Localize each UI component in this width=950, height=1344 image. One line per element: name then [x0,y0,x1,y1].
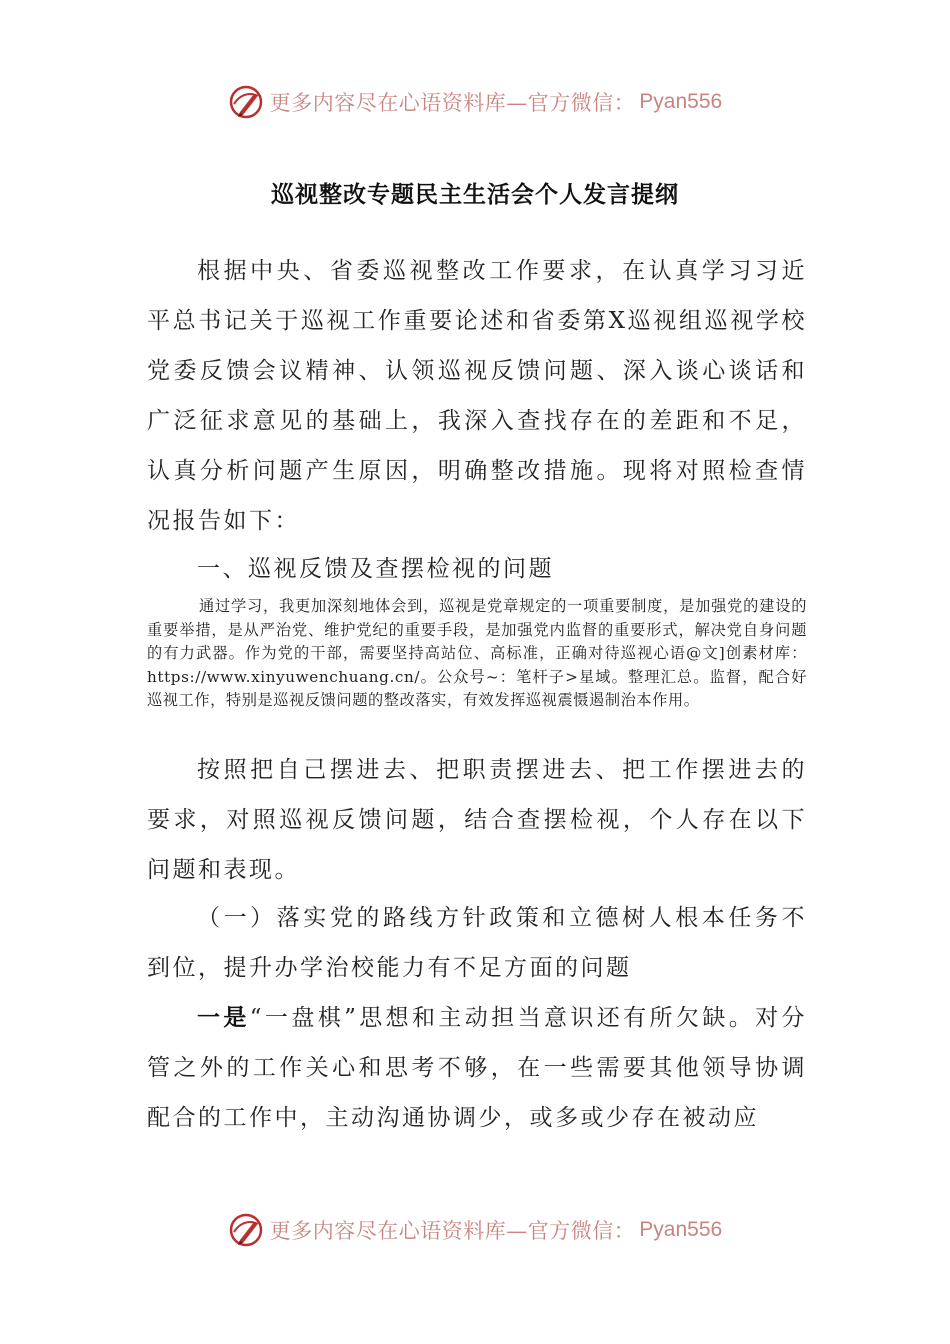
wechat-id: Pyan556 [639,90,723,113]
document-title: 巡视整改专题民主生活会个人发言提纲 [271,181,679,208]
wechat-id: Pyan556 [639,1218,723,1241]
header-banner [0,80,950,124]
footer-banner [0,1208,950,1252]
pen-logo-icon [228,1212,264,1248]
banner-text: 更多内容尽在心语资料库—官方微信： [269,1219,636,1243]
pen-logo-icon [228,84,264,120]
point-one-paragraph [147,993,807,1143]
subsection-heading: （一）落实党的路线方针政策和立德树人根本任务不到位，提升办学治校能力有不足方面的问题 [147,905,807,981]
banner-text: 更多内容尽在心语资料库—官方微信： [269,91,636,115]
point-one-lead: 一是 [197,1004,250,1031]
point-one-text: “一盘棋”思想和主动担当意识还有所欠缺。对分管之外的工作关心和思考不够，在一些需要其他领导协调配合的工作中，主动沟通协调少，或多或少存在被动应 [147,1005,807,1131]
inserted-note: 通过学习，我更加深刻地体会到，巡视是党章规定的一项重要制度，是加强党的建设的重要举措，是从严治党、维护党纪的重要手段，是加强党内监督的重要形式，解决党自身问题的有力武器。作为党的干部，需要坚持高站位、高标准，正确对待巡视心语@文]创素材库：https://www.xinyuwenchuang.cn/。公众号~：笔杆子>星域。整理汇总。监督，配合好巡视工作，特别是巡视反馈问题的整改落实，有效发挥巡视震慑遏制治本作用。 [147,597,807,709]
requirement-paragraph: 按照把自己摆进去、把职责摆进去、把工作摆进去的要求，对照巡视反馈问题，结合查摆检视，个人存在以下问题和表现。 [147,757,807,883]
section-heading: 一、巡视反馈及查摆检视的问题 [197,556,554,582]
intro-paragraph: 根据中央、省委巡视整改工作要求，在认真学习习近平总书记关于巡视工作重要论述和省委第X巡视组巡视学校党委反馈会议精神、认领巡视反馈问题、深入谈心谈话和广泛征求意见的基础上，我深入查找存在的差距和不足，认真分析问题产生原因，明确整改措施。现将对照检查情况报告如下： [147,258,807,534]
